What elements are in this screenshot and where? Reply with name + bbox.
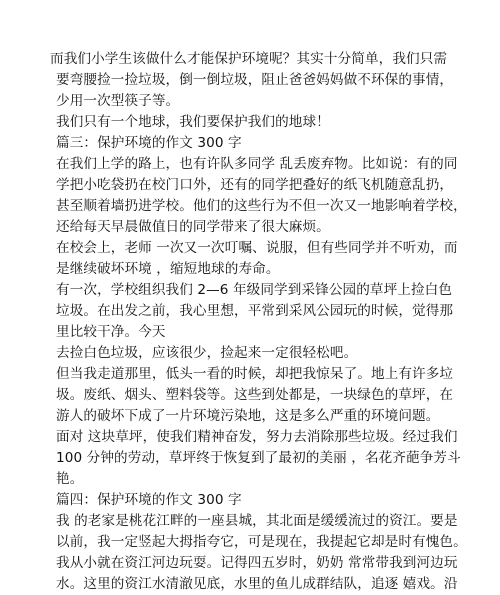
text-line: 我从小就在资江河边玩耍。记得四五岁时，奶奶 常常带我到河边玩 xyxy=(56,555,458,571)
text-line: 100 分钟的劳动，草坪终于恢复到了最初的美丽 ，名花齐葩争芳斗 xyxy=(56,450,461,466)
text-line: 垃圾。在出发之前，我心里想，平常到采风公园玩的时候，觉得那 xyxy=(56,303,454,319)
text-line: 有一次，学校组织我们 2—6 年级同学到采锋公园的草坪上捡白色 xyxy=(56,282,453,298)
text-line: 而我们小学生该做什么才能保护环境呢？其实十分简单，我们只需 xyxy=(50,51,448,67)
text-line: 以前，我一定竖起大拇指夸它，可是现在，我提起它却是时有愧色。 xyxy=(56,534,467,550)
text-line: 我们只有一个地球，我们要保护我们的地球！ xyxy=(56,114,330,130)
text-line: 但当我走道那里，低头一看的时候，却把我惊呆了。地上有许多垃 xyxy=(56,366,454,382)
section-heading: 篇三：保护环境的作文 300 字 xyxy=(56,135,242,151)
text-line: 艳。 xyxy=(56,471,84,487)
text-line: 去捡白色垃圾，应该很少，捡起来一定很轻松吧。 xyxy=(56,345,358,361)
text-line: 学把小吃袋扔在校门口外，还有的同学把叠好的纸飞机随意乱扔， xyxy=(56,177,454,193)
text-line: 是继续破坏环境 ，缩短地球的寿命。 xyxy=(56,261,280,277)
text-line: 少用一次型筷子等。 xyxy=(56,93,180,109)
text-line: 游人的破坏下成了一片环境污染地，这是多么严重的环境问题。 xyxy=(56,408,440,424)
text-line: 在我们上学的路上，也有许队多同学 乱丢废弃物。比如说：有的同 xyxy=(56,156,458,172)
text-line: 还给每天早晨做值日的同学带来了很大麻烦。 xyxy=(56,219,330,235)
text-line: 在校会上，老师 一次又一次叮嘱、说服，但有些同学并不听劝，而 xyxy=(56,240,458,256)
text-line: 圾。废纸、烟头、塑料袋等。这些到处都是，一块绿色的草坪，在 xyxy=(56,387,454,403)
text-line: 水。这里的资江水清澈见底，水里的鱼儿成群结队，追逐 嬉戏。沿 xyxy=(56,576,458,592)
text-line: 里比较干净。今天 xyxy=(56,324,166,340)
section-heading: 篇四：保护环境的作文 300 字 xyxy=(56,492,242,508)
text-line: 要弯腰捡一捡垃圾，倒一倒垃圾，阻止爸爸妈妈做不环保的事情， xyxy=(56,72,454,88)
text-line: 面对 这块草坪，使我们精神奋发，努力去消除那些垃圾。经过我们 xyxy=(56,429,458,445)
text-line: 我 的老家是桃花江畔的一座县城，其北面是缓缓流过的资江。要是 xyxy=(56,513,458,529)
text-line: 甚至顺着墙扔进学校。他们的这些行为不但一次又一地影响着学校， xyxy=(56,198,467,214)
